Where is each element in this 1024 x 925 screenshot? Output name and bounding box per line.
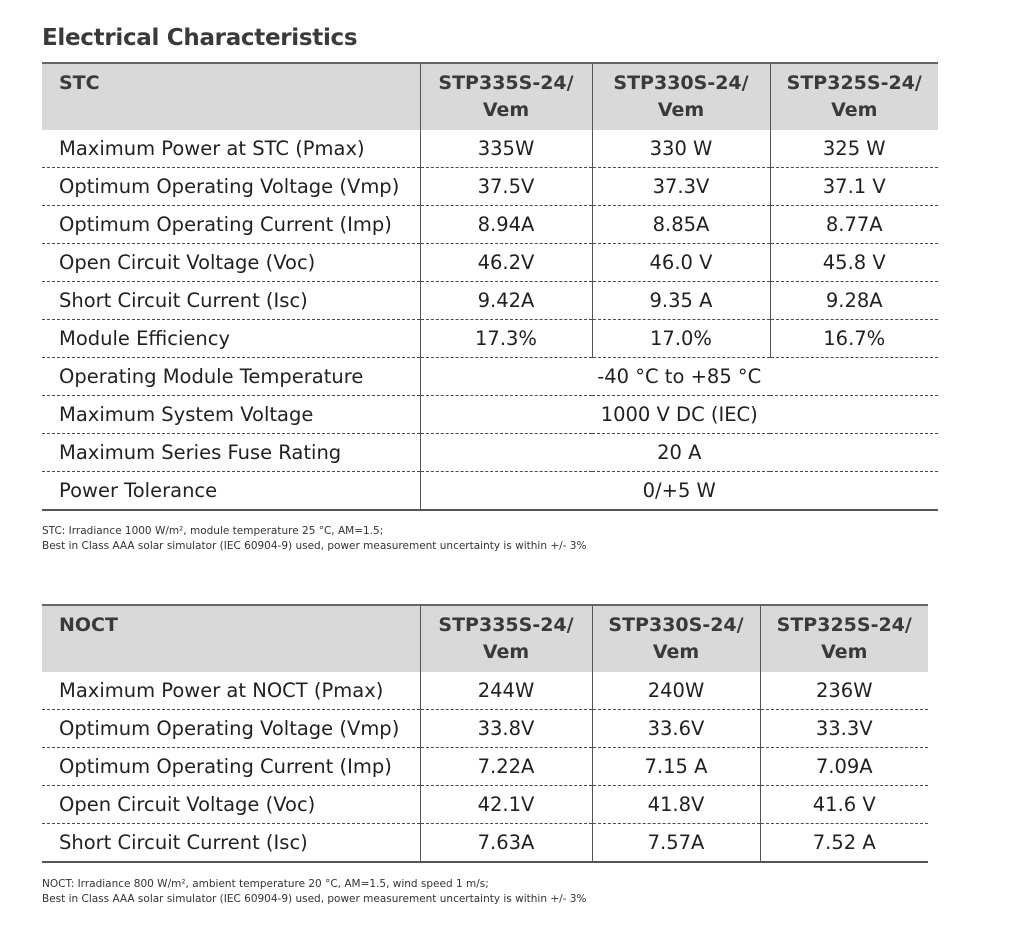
row-value: 1000 V DC (IEC)	[420, 396, 938, 434]
row-value: 37.5V	[420, 168, 592, 206]
row-value: 42.1V	[420, 786, 592, 824]
model-name-line2: Vem	[831, 99, 878, 121]
model-name-line2: Vem	[652, 641, 700, 663]
row-value: 37.3V	[592, 168, 770, 206]
row-value: 7.63A	[420, 824, 592, 863]
stc-header-label: STC	[42, 63, 420, 130]
row-label: Short Circuit Current (Isc)	[42, 282, 420, 320]
table-row	[42, 396, 938, 434]
row-value: 325 W	[770, 130, 938, 168]
model-name-line1: STP330S-24/	[613, 72, 749, 94]
row-label: Maximum Power at STC (Pmax)	[42, 130, 420, 168]
row-label: Power Tolerance	[42, 472, 420, 511]
row-value: 33.3V	[760, 710, 928, 748]
model-name-line1: STP325S-24/	[776, 614, 912, 636]
model-name-line1: STP330S-24/	[608, 614, 744, 636]
row-value: 41.6 V	[760, 786, 928, 824]
stc-footnote	[42, 524, 586, 554]
noct-model-header	[592, 605, 760, 672]
stc-model-header	[592, 63, 770, 130]
row-value: 244W	[420, 672, 592, 710]
noct-footnote	[42, 877, 586, 907]
row-value: 46.2V	[420, 244, 592, 282]
footnote-line: STC: Irradiance 1000 W/m², module temperature 25 °C, AM=1.5;	[42, 525, 384, 537]
row-label: Module Efficiency	[42, 320, 420, 358]
row-value: 17.0%	[592, 320, 770, 358]
stc-table	[42, 62, 938, 511]
row-label: Maximum Series Fuse Rating	[42, 434, 420, 472]
model-name-line2: Vem	[482, 641, 530, 663]
row-value: 16.7%	[770, 320, 938, 358]
noct-header-row	[42, 605, 928, 672]
row-value: 9.42A	[420, 282, 592, 320]
stc-model-header	[420, 63, 592, 130]
table-row	[42, 282, 938, 320]
model-name-line1: STP335S-24/	[438, 72, 574, 94]
model-name-line1: STP335S-24/	[438, 614, 574, 636]
row-value: 8.94A	[420, 206, 592, 244]
row-value: 8.85A	[592, 206, 770, 244]
row-value: 335W	[420, 130, 592, 168]
row-label: Short Circuit Current (Isc)	[42, 824, 420, 863]
row-value: 9.28A	[770, 282, 938, 320]
row-value: 7.57A	[592, 824, 760, 863]
model-name-line2: Vem	[657, 99, 705, 121]
table-row	[42, 824, 928, 863]
row-label: Operating Module Temperature	[42, 358, 420, 396]
row-label: Open Circuit Voltage (Voc)	[42, 244, 420, 282]
footnote-line: Best in Class AAA solar simulator (IEC 60904-9) used, power measurement uncertainty is within +/- 3%	[42, 893, 587, 905]
row-label: Optimum Operating Current (Imp)	[42, 206, 420, 244]
footnote-line: NOCT: Irradiance 800 W/m², ambient temperature 20 °C, AM=1.5, wind speed 1 m/s;	[42, 878, 489, 890]
row-value: 33.8V	[420, 710, 592, 748]
section-title: Electrical Characteristics	[42, 25, 358, 51]
row-label: Optimum Operating Current (Imp)	[42, 748, 420, 786]
stc-header-row	[42, 63, 938, 130]
model-name-line2: Vem	[482, 99, 530, 121]
table-row	[42, 320, 938, 358]
row-value: 236W	[760, 672, 928, 710]
row-value: 7.15 A	[592, 748, 760, 786]
noct-model-header	[760, 605, 928, 672]
row-value: 37.1 V	[770, 168, 938, 206]
noct-model-header	[420, 605, 592, 672]
row-value: 7.09A	[760, 748, 928, 786]
model-name-line1: STP325S-24/	[786, 72, 922, 94]
row-value: 330 W	[592, 130, 770, 168]
table-row	[42, 434, 938, 472]
row-label: Optimum Operating Voltage (Vmp)	[42, 168, 420, 206]
footnote-line: Best in Class AAA solar simulator (IEC 60904-9) used, power measurement uncertainty is within +/- 3%	[42, 540, 587, 552]
row-value: 7.52 A	[760, 824, 928, 863]
row-label: Open Circuit Voltage (Voc)	[42, 786, 420, 824]
row-label: Optimum Operating Voltage (Vmp)	[42, 710, 420, 748]
table-row	[42, 472, 938, 511]
row-value: 7.22A	[420, 748, 592, 786]
table-row	[42, 710, 928, 748]
table-row	[42, 206, 938, 244]
table-row	[42, 244, 938, 282]
row-value: 240W	[592, 672, 760, 710]
row-value: -40 °C to +85 °C	[420, 358, 938, 396]
row-value: 46.0 V	[592, 244, 770, 282]
row-value: 41.8V	[592, 786, 760, 824]
table-row	[42, 168, 938, 206]
noct-header-label: NOCT	[42, 605, 420, 672]
row-value: 8.77A	[770, 206, 938, 244]
row-value: 33.6V	[592, 710, 760, 748]
table-row	[42, 748, 928, 786]
stc-model-header	[770, 63, 938, 130]
table-row	[42, 130, 938, 168]
row-value: 17.3%	[420, 320, 592, 358]
table-row	[42, 672, 928, 710]
table-row	[42, 786, 928, 824]
row-value: 45.8 V	[770, 244, 938, 282]
row-value: 0/+5 W	[420, 472, 938, 511]
table-row	[42, 358, 938, 396]
row-value: 9.35 A	[592, 282, 770, 320]
model-name-line2: Vem	[821, 641, 868, 663]
noct-table	[42, 604, 928, 863]
row-label: Maximum System Voltage	[42, 396, 420, 434]
row-label: Maximum Power at NOCT (Pmax)	[42, 672, 420, 710]
row-value: 20 A	[420, 434, 938, 472]
